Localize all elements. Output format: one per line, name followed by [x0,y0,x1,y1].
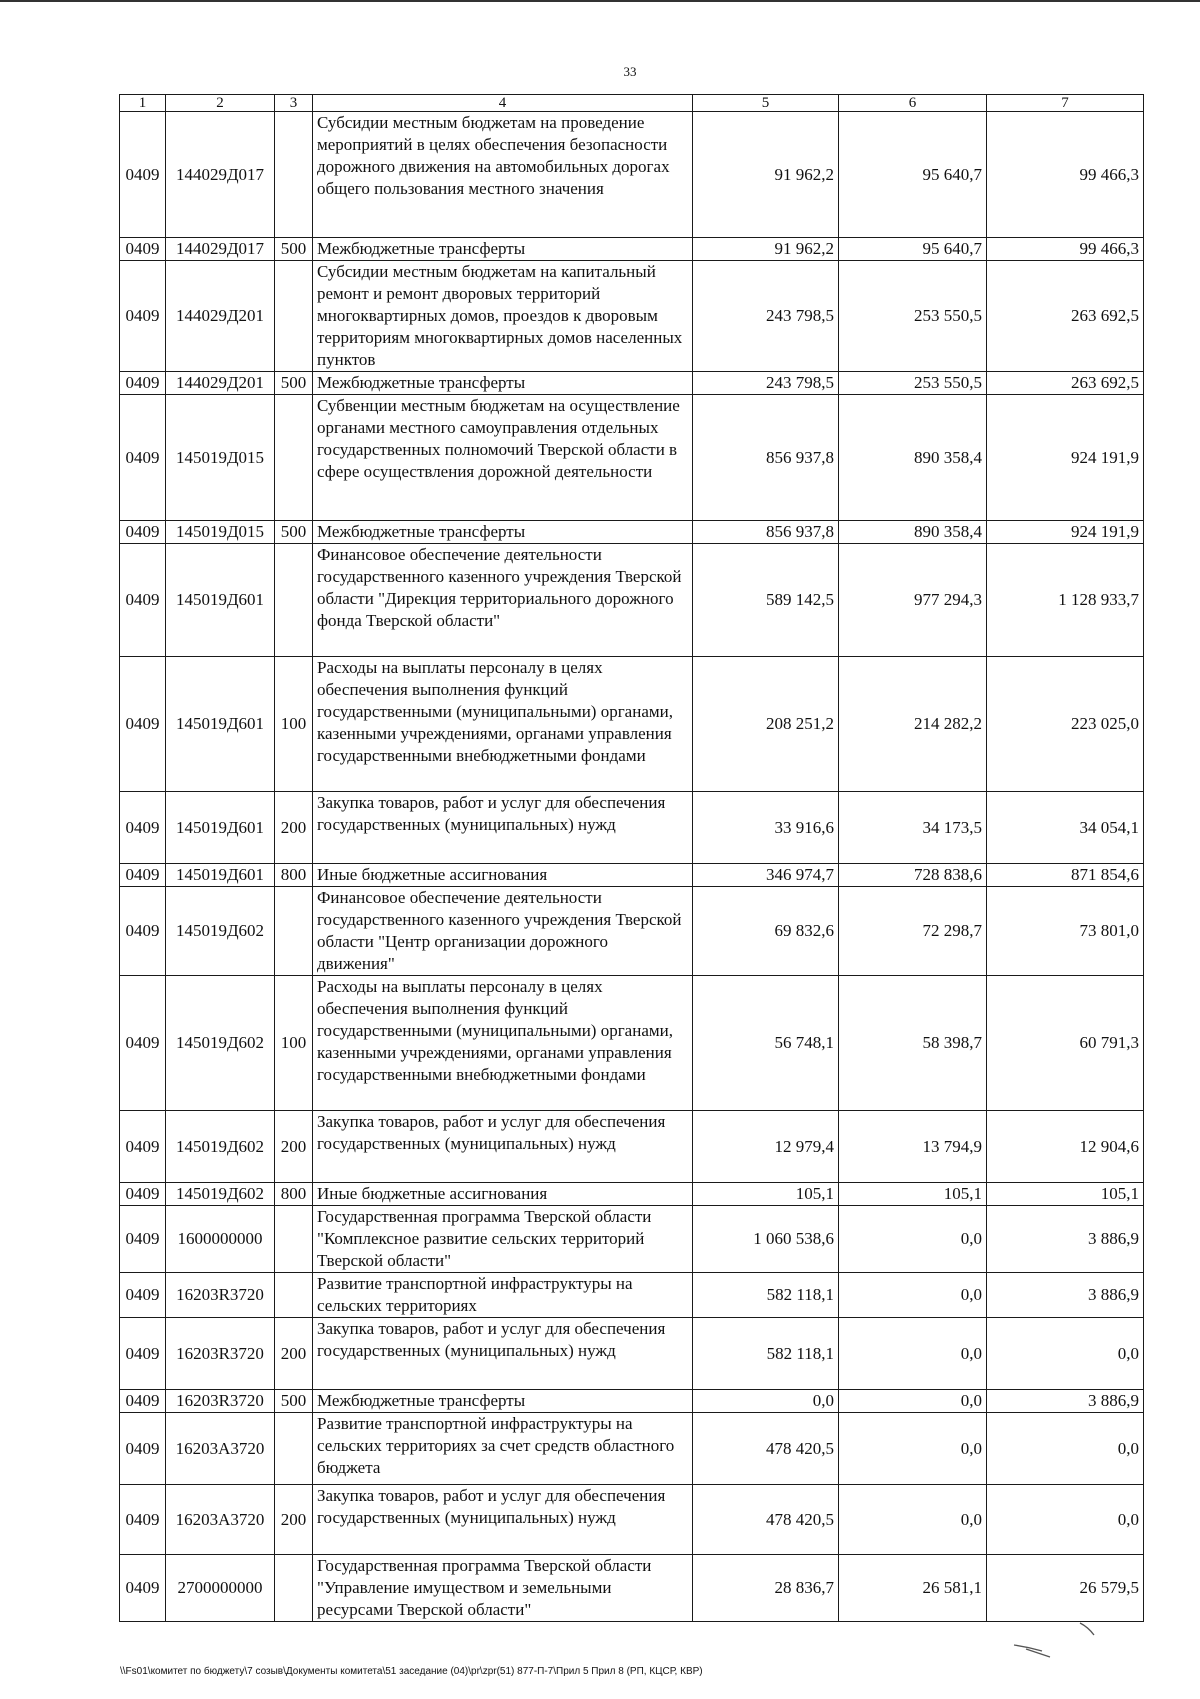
cell-amount-col5: 91 962,2 [693,112,839,238]
cell-expense-type: 500 [275,1390,313,1413]
cell-section: 0409 [120,238,166,261]
cell-section: 0409 [120,1318,166,1390]
table-row [120,238,1144,261]
header-col-4: 4 [313,95,693,112]
cell-expense-type [275,112,313,238]
table-row [120,657,1144,792]
header-row [120,95,1144,112]
cell-amount-col5: 12 979,4 [693,1111,839,1183]
cell-amount-col6: 72 298,7 [839,887,987,976]
cell-amount-col5: 243 798,5 [693,372,839,395]
cell-amount-col5: 91 962,2 [693,238,839,261]
cell-amount-col6: 728 838,6 [839,864,987,887]
cell-name: Закупка товаров, работ и услуг для обеспечения государственных (муниципальных) нужд [313,792,693,864]
cell-target-code: 145019Д602 [166,1111,275,1183]
cell-target-code: 144029Д201 [166,372,275,395]
cell-section: 0409 [120,1485,166,1555]
cell-expense-type [275,1555,313,1622]
cell-amount-col7: 60 791,3 [987,976,1144,1111]
cell-amount-col6: 34 173,5 [839,792,987,864]
cell-target-code: 145019Д015 [166,395,275,521]
table-row [120,1390,1144,1413]
cell-amount-col7: 12 904,6 [987,1111,1144,1183]
cell-amount-col7: 924 191,9 [987,521,1144,544]
cell-amount-col6: 253 550,5 [839,372,987,395]
table-row [120,887,1144,976]
cell-name: Иные бюджетные ассигнования [313,864,693,887]
cell-section: 0409 [120,1555,166,1622]
cell-section: 0409 [120,976,166,1111]
cell-amount-col7: 26 579,5 [987,1555,1144,1622]
table-row [120,1183,1144,1206]
table-row [120,1111,1144,1183]
cell-amount-col7: 3 886,9 [987,1390,1144,1413]
cell-amount-col6: 214 282,2 [839,657,987,792]
cell-name: Закупка товаров, работ и услуг для обеспечения государственных (муниципальных) нужд [313,1111,693,1183]
cell-amount-col5: 856 937,8 [693,395,839,521]
table-row [120,1555,1144,1622]
cell-amount-col7: 0,0 [987,1318,1144,1390]
cell-amount-col7: 924 191,9 [987,395,1144,521]
cell-target-code: 16203R3720 [166,1390,275,1413]
cell-section: 0409 [120,1413,166,1485]
cell-section: 0409 [120,657,166,792]
cell-target-code: 144029Д017 [166,112,275,238]
table-row [120,1318,1144,1390]
cell-amount-col7: 34 054,1 [987,792,1144,864]
table-row [120,112,1144,238]
table-row [120,261,1144,372]
cell-target-code: 145019Д601 [166,544,275,657]
table-row [120,1273,1144,1318]
header-col-7: 7 [987,95,1144,112]
cell-expense-type: 800 [275,1183,313,1206]
cell-target-code: 16203R3720 [166,1273,275,1318]
cell-name: Иные бюджетные ассигнования [313,1183,693,1206]
cell-name: Государственная программа Тверской области "Управление имуществом и земельными ресурсами Тверской области" [313,1555,693,1622]
cell-expense-type [275,1413,313,1485]
cell-amount-col6: 890 358,4 [839,395,987,521]
handwritten-mark [1008,1605,1128,1660]
cell-target-code: 145019Д601 [166,864,275,887]
cell-amount-col7: 223 025,0 [987,657,1144,792]
table-row [120,372,1144,395]
cell-amount-col7: 3 886,9 [987,1273,1144,1318]
cell-target-code: 145019Д601 [166,657,275,792]
cell-amount-col5: 478 420,5 [693,1413,839,1485]
cell-name: Финансовое обеспечение деятельности государственного казенного учреждения Тверской области "Дирекция территориального дорожного фонда Тверской области" [313,544,693,657]
cell-amount-col7: 73 801,0 [987,887,1144,976]
cell-amount-col6: 26 581,1 [839,1555,987,1622]
cell-name: Закупка товаров, работ и услуг для обеспечения государственных (муниципальных) нужд [313,1485,693,1555]
cell-target-code: 145019Д601 [166,792,275,864]
cell-name: Финансовое обеспечение деятельности государственного казенного учреждения Тверской области "Центр организации дорожного движения" [313,887,693,976]
cell-amount-col5: 856 937,8 [693,521,839,544]
cell-amount-col6: 253 550,5 [839,261,987,372]
cell-expense-type [275,544,313,657]
cell-section: 0409 [120,544,166,657]
cell-name: Развитие транспортной инфраструктуры на сельских территориях [313,1273,693,1318]
cell-section: 0409 [120,1206,166,1273]
cell-section: 0409 [120,1111,166,1183]
cell-amount-col7: 99 466,3 [987,112,1144,238]
cell-amount-col5: 0,0 [693,1390,839,1413]
table-row [120,521,1144,544]
cell-name: Межбюджетные трансферты [313,1390,693,1413]
table-row [120,864,1144,887]
cell-target-code: 16203A3720 [166,1413,275,1485]
cell-target-code: 144029Д017 [166,238,275,261]
cell-amount-col6: 890 358,4 [839,521,987,544]
cell-amount-col5: 478 420,5 [693,1485,839,1555]
cell-amount-col7: 0,0 [987,1485,1144,1555]
cell-amount-col5: 1 060 538,6 [693,1206,839,1273]
cell-name: Расходы на выплаты персоналу в целях обеспечения выполнения функций государственными (муниципальными) органами, казенными учреждениями, органами управления государственными внебюджетными фондами [313,976,693,1111]
cell-section: 0409 [120,112,166,238]
header-col-1: 1 [120,95,166,112]
cell-target-code: 2700000000 [166,1555,275,1622]
cell-amount-col7: 263 692,5 [987,372,1144,395]
cell-name: Субвенции местным бюджетам на осуществление органами местного самоуправления отдельных государственных полномочий Тверской области в сфере осуществления дорожной деятельности [313,395,693,521]
cell-expense-type [275,1273,313,1318]
cell-amount-col6: 95 640,7 [839,238,987,261]
cell-section: 0409 [120,521,166,544]
cell-amount-col7: 1 128 933,7 [987,544,1144,657]
cell-amount-col7: 0,0 [987,1413,1144,1485]
cell-amount-col5: 33 916,6 [693,792,839,864]
cell-target-code: 145019Д602 [166,976,275,1111]
cell-expense-type: 800 [275,864,313,887]
cell-amount-col6: 58 398,7 [839,976,987,1111]
cell-amount-col6: 977 294,3 [839,544,987,657]
cell-expense-type [275,1206,313,1273]
cell-name: Межбюджетные трансферты [313,521,693,544]
header-col-2: 2 [166,95,275,112]
cell-name: Закупка товаров, работ и услуг для обеспечения государственных (муниципальных) нужд [313,1318,693,1390]
table-row [120,1206,1144,1273]
cell-amount-col7: 871 854,6 [987,864,1144,887]
table-row [120,395,1144,521]
cell-expense-type: 500 [275,372,313,395]
cell-expense-type [275,395,313,521]
cell-name: Межбюджетные трансферты [313,238,693,261]
cell-amount-col5: 105,1 [693,1183,839,1206]
cell-expense-type: 200 [275,1318,313,1390]
cell-amount-col5: 582 118,1 [693,1318,839,1390]
cell-section: 0409 [120,792,166,864]
cell-amount-col6: 105,1 [839,1183,987,1206]
table-row [120,1413,1144,1485]
cell-expense-type: 200 [275,1485,313,1555]
cell-target-code: 144029Д201 [166,261,275,372]
cell-amount-col5: 582 118,1 [693,1273,839,1318]
table-row [120,792,1144,864]
cell-name: Субсидии местным бюджетам на проведение мероприятий в целях обеспечения безопасности дорожного движения на автомобильных дорогах общего пользования местного значения [313,112,693,238]
cell-amount-col7: 99 466,3 [987,238,1144,261]
cell-expense-type: 200 [275,792,313,864]
page-top-border [0,0,1200,2]
cell-target-code: 1600000000 [166,1206,275,1273]
table-row [120,976,1144,1111]
cell-amount-col5: 69 832,6 [693,887,839,976]
cell-section: 0409 [120,1390,166,1413]
cell-name: Субсидии местным бюджетам на капитальный ремонт и ремонт дворовых территорий многоквартирных домов, проездов к дворовым территориям многоквартирных домов населенных пунктов [313,261,693,372]
cell-section: 0409 [120,864,166,887]
cell-expense-type: 200 [275,1111,313,1183]
page-number: 33 [623,64,637,79]
cell-amount-col6: 0,0 [839,1485,987,1555]
cell-target-code: 16203A3720 [166,1485,275,1555]
footer-file-path: \\Fs01\комитет по бюджету\7 созыв\Документы комитета\51 заседание (04)\pr\zpr(51) 877-П-7\Прил 5 Прил 8 (РП, КЦСР, КВР) [120,1666,703,1677]
cell-amount-col6: 95 640,7 [839,112,987,238]
cell-expense-type: 100 [275,657,313,792]
cell-amount-col5: 208 251,2 [693,657,839,792]
cell-amount-col5: 346 974,7 [693,864,839,887]
cell-amount-col7: 105,1 [987,1183,1144,1206]
cell-amount-col6: 13 794,9 [839,1111,987,1183]
table-row [120,1485,1144,1555]
cell-target-code: 145019Д602 [166,1183,275,1206]
cell-amount-col5: 243 798,5 [693,261,839,372]
cell-target-code: 16203R3720 [166,1318,275,1390]
cell-section: 0409 [120,395,166,521]
cell-target-code: 145019Д602 [166,887,275,976]
cell-amount-col7: 3 886,9 [987,1206,1144,1273]
cell-section: 0409 [120,1273,166,1318]
cell-name: Государственная программа Тверской области "Комплексное развитие сельских территорий Тверской области" [313,1206,693,1273]
cell-section: 0409 [120,372,166,395]
cell-name: Межбюджетные трансферты [313,372,693,395]
cell-amount-col6: 0,0 [839,1318,987,1390]
cell-amount-col6: 0,0 [839,1413,987,1485]
cell-amount-col5: 56 748,1 [693,976,839,1111]
cell-amount-col6: 0,0 [839,1206,987,1273]
cell-amount-col7: 263 692,5 [987,261,1144,372]
cell-name: Расходы на выплаты персоналу в целях обеспечения выполнения функций государственными (муниципальными) органами, казенными учреждениями, органами управления государственными внебюджетными фондами [313,657,693,792]
cell-section: 0409 [120,261,166,372]
cell-name: Развитие транспортной инфраструктуры на сельских территориях за счет средств областного бюджета [313,1413,693,1485]
cell-section: 0409 [120,887,166,976]
cell-section: 0409 [120,1183,166,1206]
cell-expense-type: 500 [275,238,313,261]
header-col-5: 5 [693,95,839,112]
cell-expense-type [275,261,313,372]
budget-table [119,94,1144,1622]
cell-expense-type: 500 [275,521,313,544]
header-col-3: 3 [275,95,313,112]
cell-target-code: 145019Д015 [166,521,275,544]
cell-expense-type [275,887,313,976]
cell-amount-col6: 0,0 [839,1390,987,1413]
header-col-6: 6 [839,95,987,112]
cell-amount-col5: 28 836,7 [693,1555,839,1622]
cell-expense-type: 100 [275,976,313,1111]
cell-amount-col6: 0,0 [839,1273,987,1318]
table-row [120,544,1144,657]
cell-amount-col5: 589 142,5 [693,544,839,657]
